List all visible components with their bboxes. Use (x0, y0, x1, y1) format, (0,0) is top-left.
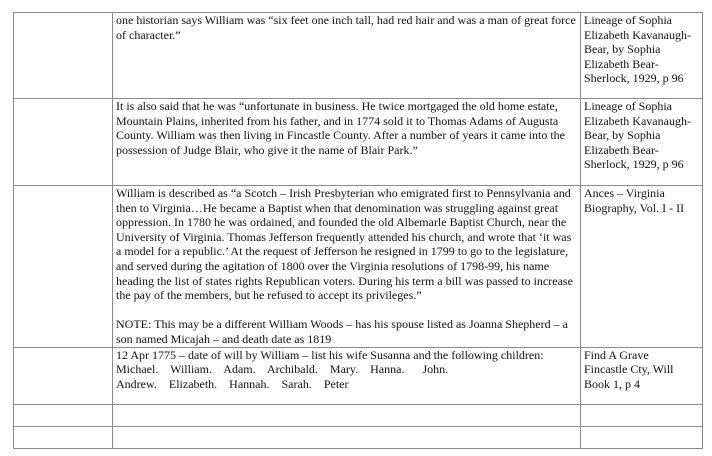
note-cell (113, 186, 581, 348)
source-cell (581, 99, 703, 186)
row-label-cell (14, 404, 113, 426)
row-label-cell (14, 347, 113, 404)
source-text: Ances – Virginia Biography, Vol. I - II (584, 186, 685, 215)
table-row (14, 99, 703, 186)
note-text: one historian says William was “six feet one inch tall, had red hair and was a man of great force of character.” (116, 13, 576, 42)
note-text: It is also said that he was “unfortunate in business. He twice mortgaged the old home estate, Mountain Plains, inherited from his father, and in 1774 sold it to Thomas Adams of Augusta County. William was then living in Fincastle County. After a number of years it came into the possession of Judge Blair, who give it the name of Blair Park.” (116, 99, 565, 157)
row-label-cell (14, 13, 113, 99)
source-cell (581, 186, 703, 348)
source-cell (581, 347, 703, 404)
note-text: William is described as “a Scotch – Irish Presbyterian who emigrated first to Pennsylvania and then to Virginia…He became a Baptist when that denomination was struggling against great oppression. In 1780 he was ordained, and founded the old Albemarle Baptist Church, near the University of Virginia. Thomas Jefferson frequently attended his church, and wrote that ‘it was a model for a republic.’ At the request of Jefferson he resigned in 1799 to go to the legislature, and served during the agitation of 1800 over the Virginia resolutions of 1798-99, his name heading the list of states rights Republican voters. During his term a bill was passed to increase the pay of the members, but he refused to accept its privileges.” (116, 186, 573, 303)
note-text: 12 Apr 1775 – date of will by William – list his wife Susanna and the following children: (116, 347, 544, 362)
row-label-cell (14, 426, 113, 448)
row-label-cell (14, 186, 113, 348)
table-row (14, 426, 703, 448)
source-text: Lineage of Sophia Elizabeth Kavanaugh-Bear, by Sophia Elizabeth Bear-Sherlock, 1929, p 96 (584, 99, 691, 172)
table-row (14, 404, 703, 426)
note-text: NOTE: This may be a different William Woods – has his spouse listed as Joanna Shepherd – a son named Micajah – and death date as 1819 (116, 317, 568, 346)
genealogy-table (13, 12, 703, 449)
source-cell (581, 404, 703, 426)
source-cell (581, 426, 703, 448)
note-cell (113, 347, 581, 404)
table-row (14, 347, 703, 404)
note-cell (113, 13, 581, 99)
source-cell (581, 13, 703, 99)
note-cell (113, 99, 581, 186)
row-label-cell (14, 99, 113, 186)
note-cell (113, 404, 581, 426)
table-row (14, 186, 703, 348)
note-cell (113, 426, 581, 448)
source-text: Find A Grave Fincastle Cty, Will Book 1, p 4 (584, 347, 674, 391)
table-row (14, 13, 703, 99)
source-text: Lineage of Sophia Elizabeth Kavanaugh-Bear, by Sophia Elizabeth Bear-Sherlock, 1929, p 96 (584, 13, 691, 86)
children-list: Michael. William. Adam. Archibald. Mary. Hanna. John. Andrew. Elizabeth. Hannah. Sarah. Peter (116, 362, 449, 391)
